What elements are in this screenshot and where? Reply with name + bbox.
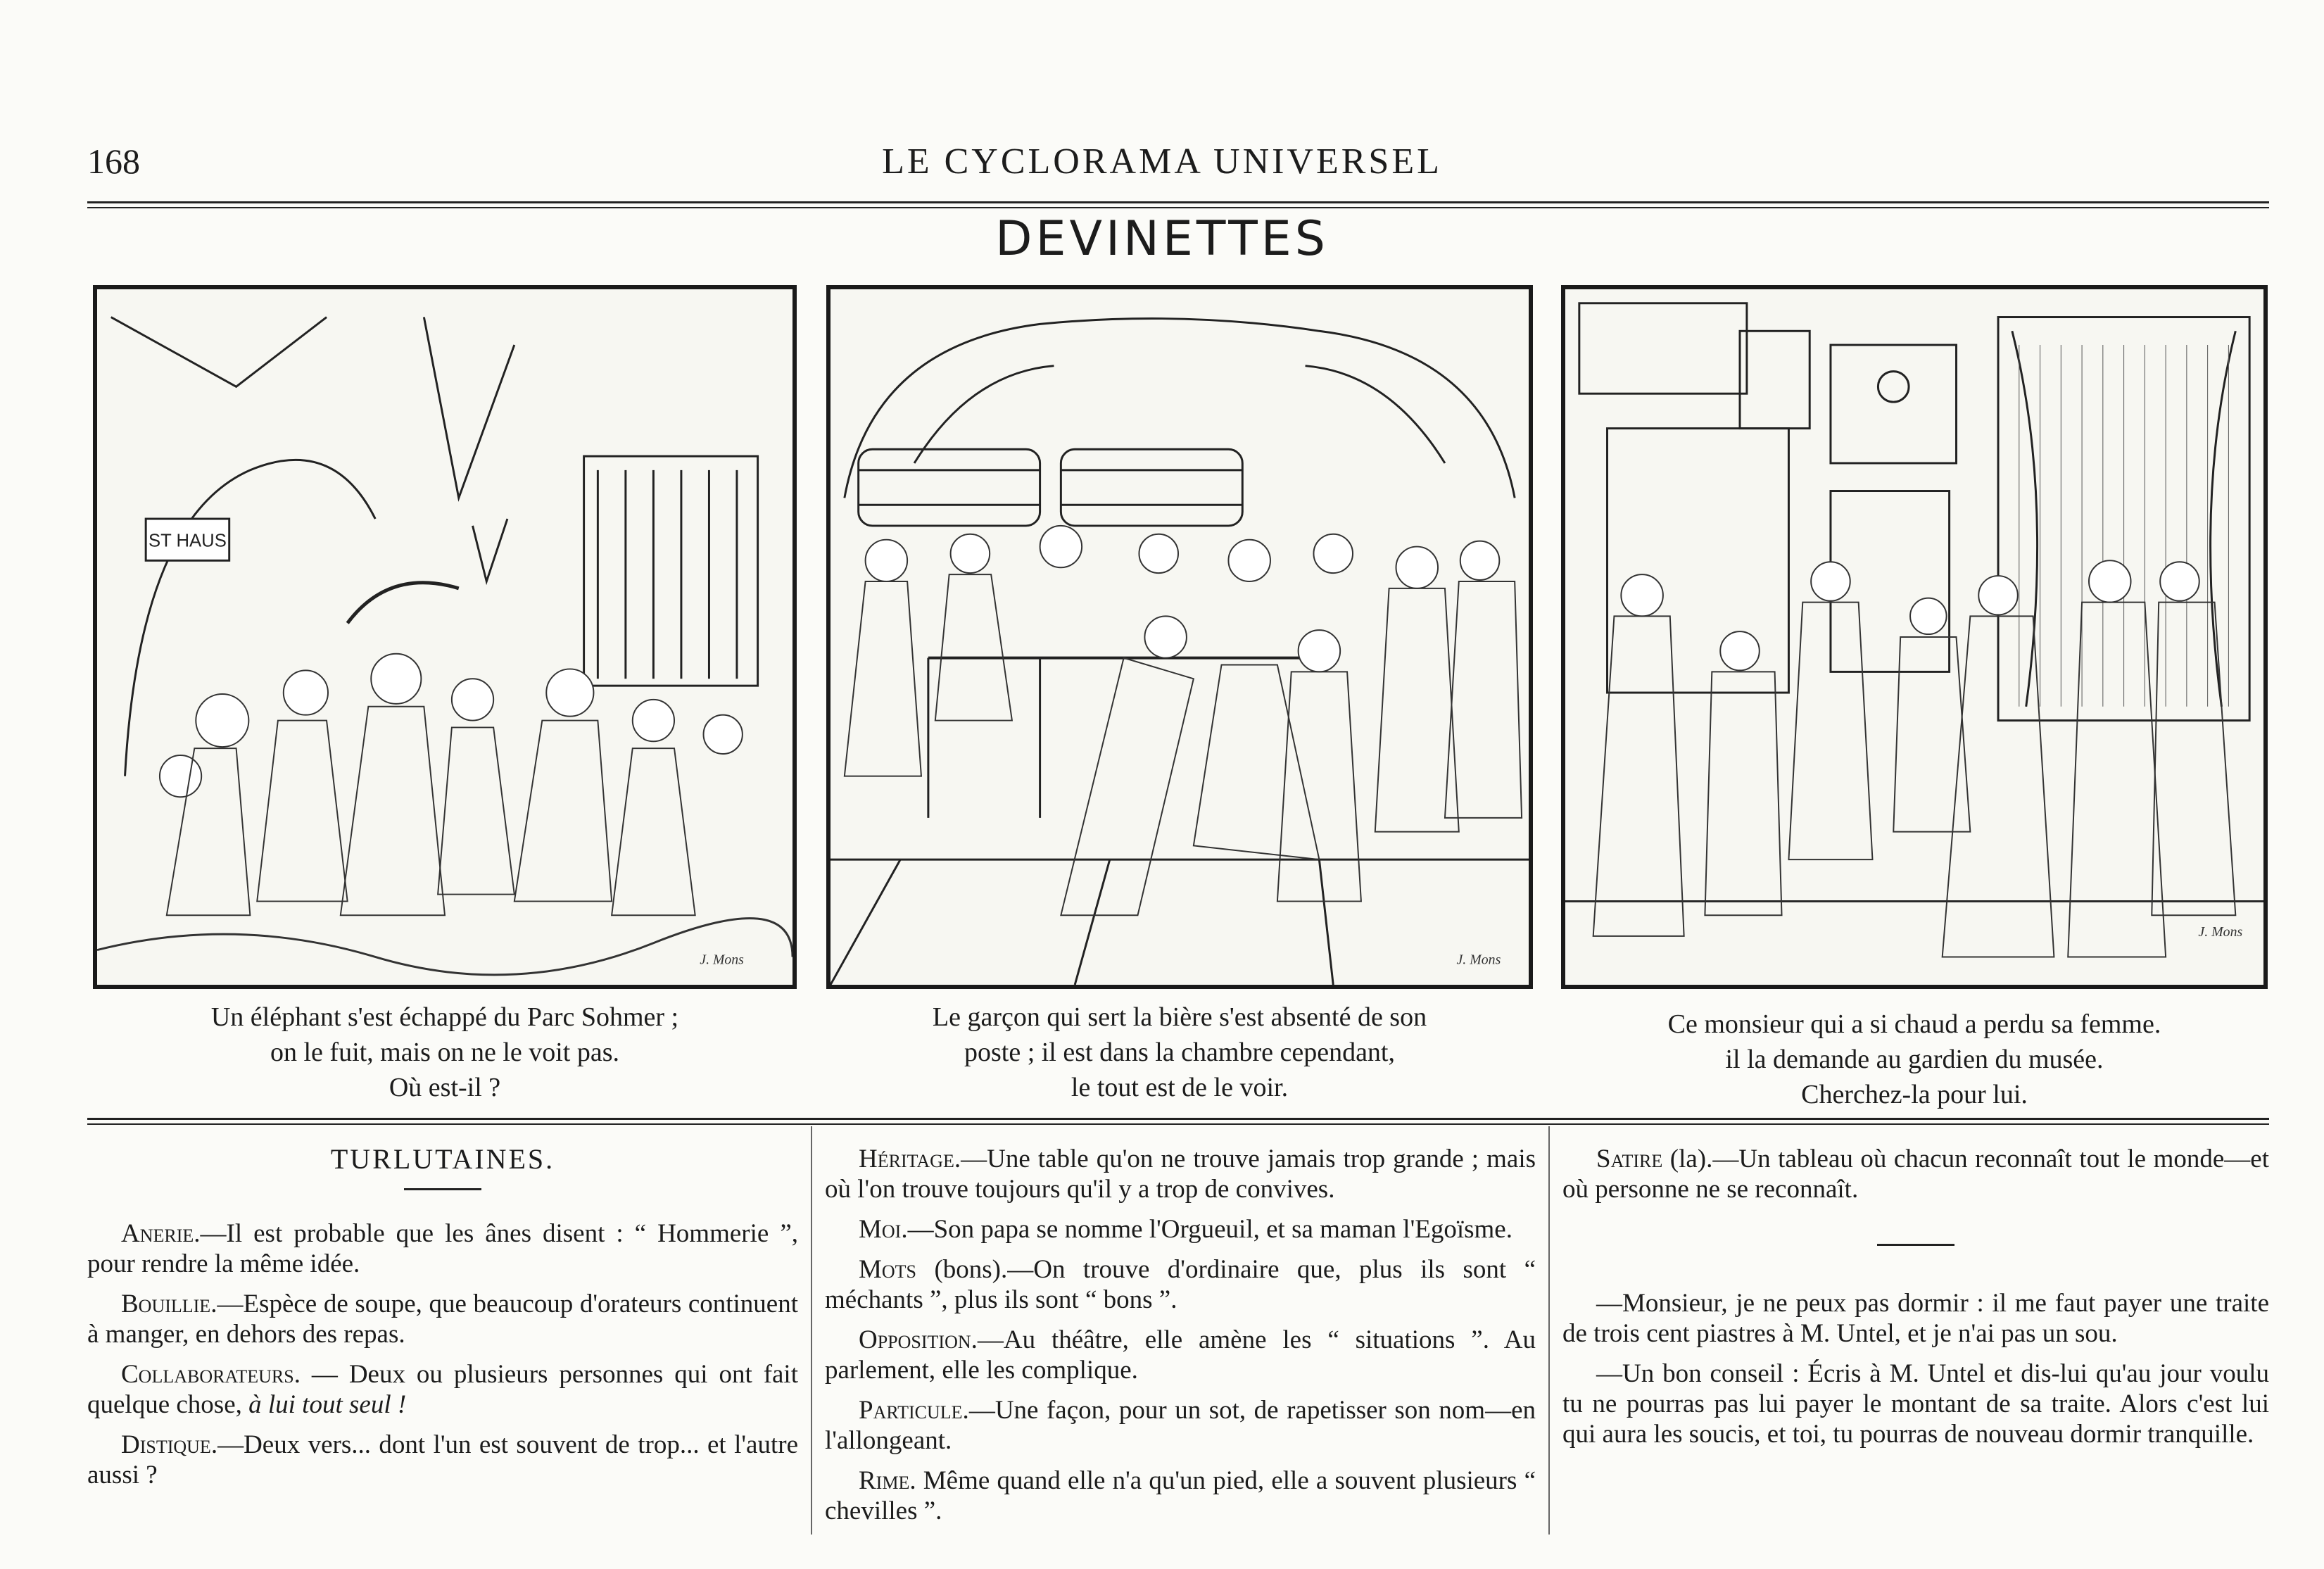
column-right xyxy=(1562,1144,2269,1459)
header-rule xyxy=(87,201,2269,203)
column-divider xyxy=(1548,1126,1550,1535)
journal-title: LE CYCLORAMA UNIVERSEL xyxy=(882,141,1442,182)
entry-satire xyxy=(1562,1144,2269,1204)
entry-term: Moi. xyxy=(859,1215,908,1244)
section-title: DEVINETTES xyxy=(995,211,1329,267)
title-rule xyxy=(404,1188,481,1190)
header-rule-thin xyxy=(87,207,2269,208)
entry-text: —Deux vers... dont l'un est souvent de trop... et l'autre aussi ? xyxy=(87,1430,798,1489)
entry-bouillie xyxy=(87,1289,798,1349)
illustration-elephant xyxy=(93,285,797,989)
entry-term: Héritage. xyxy=(859,1145,961,1173)
entry-term: Collaborateurs. xyxy=(121,1360,301,1389)
entry-term: Anerie. xyxy=(121,1219,201,1248)
entry-anerie xyxy=(87,1218,798,1279)
entry-collaborateurs xyxy=(87,1359,798,1420)
entry-term: Satire xyxy=(1596,1145,1663,1173)
illustration-museum xyxy=(1561,285,2268,989)
entry-term: Mots xyxy=(859,1255,917,1284)
caption-line: Où est-il ? xyxy=(389,1073,501,1102)
dialogue-line: —Monsieur, je ne peux pas dormir : il me faut payer une traite de trois cent piastres à M. Untel, et je n'ai pas un sou. xyxy=(1562,1289,2269,1348)
caption-line: Cherchez-la pour lui. xyxy=(1801,1080,2028,1109)
entry-text: —Au théâtre, elle amène les “ situations ”. Au parlement, elle les complique. xyxy=(825,1325,1536,1385)
entry-emphasis: à lui tout seul ! xyxy=(248,1390,407,1419)
page-number: 168 xyxy=(87,141,140,181)
entry-text: — Deux ou plusieurs personnes qui ont fait quelque chose, xyxy=(87,1360,798,1419)
illustration-museum-drawing xyxy=(1565,289,2263,985)
artist-signature: J. Mons xyxy=(1456,952,1501,968)
caption-line: il la demande au gardien du musée. xyxy=(1725,1045,2104,1074)
entry-text: Même quand elle n'a qu'un pied, elle a souvent plusieurs “ chevilles ”. xyxy=(825,1466,1536,1525)
caption-museum xyxy=(1561,1007,2268,1112)
entry-text: —Il est probable que les ânes disent : “ Hommerie ”, pour rendre la même idée. xyxy=(87,1219,798,1278)
illustration-elephant-drawing xyxy=(97,289,792,985)
entry-opposition xyxy=(825,1325,1536,1385)
entry-term: Particule. xyxy=(859,1396,969,1425)
caption-line: le tout est de le voir. xyxy=(1071,1073,1289,1102)
entry-text: (la).—Un tableau où chacun reconnaît tout le monde—et où personne ne se reconnaît. xyxy=(1562,1145,2269,1204)
section-rule-thin xyxy=(87,1123,2269,1125)
dialogue-line: —Un bon conseil : Écris à M. Untel et dis-lui qu'au jour voulu tu ne pourras pas lui payer le montant de sa traite. Alors c'est lui qui aura les soucis, et toi, tu pourras de nouveau dormir tranquille. xyxy=(1562,1359,2269,1449)
entry-text: —Une table qu'on ne trouve jamais trop grande ; mais où l'on trouve toujours qu'il y a trop de convives. xyxy=(825,1145,1536,1204)
caption-line: poste ; il est dans la chambre cependant, xyxy=(964,1038,1395,1067)
entry-mots xyxy=(825,1254,1536,1315)
column-middle xyxy=(825,1144,1536,1536)
entry-text: —Son papa se nomme l'Orgueuil, et sa maman l'Egoïsme. xyxy=(907,1215,1513,1244)
caption-elephant xyxy=(93,1000,797,1105)
caption-line: Ce monsieur qui a si chaud a perdu sa femme. xyxy=(1667,1009,2161,1039)
column-divider xyxy=(811,1126,812,1535)
caption-beer-server xyxy=(826,1000,1533,1105)
entry-term: Distique. xyxy=(121,1430,218,1459)
caption-line: on le fuit, mais on ne le voit pas. xyxy=(270,1038,620,1067)
entry-particule xyxy=(825,1395,1536,1456)
illustration-beer-server xyxy=(826,285,1533,989)
entry-moi xyxy=(825,1214,1536,1245)
illustration-beer-server-drawing xyxy=(831,289,1529,985)
entry-text: —Une façon, pour un sot, de rapetisser son nom—en l'allongeant. xyxy=(825,1396,1536,1455)
entry-heritage xyxy=(825,1144,1536,1204)
entry-distique xyxy=(87,1430,798,1490)
entry-text: —Espèce de soupe, que beaucoup d'orateurs continuent à manger, en dehors des repas. xyxy=(87,1290,798,1349)
artist-signature: J. Mons xyxy=(700,952,744,968)
section-rule xyxy=(87,1118,2269,1120)
caption-line: Un éléphant s'est échappé du Parc Sohmer ; xyxy=(210,1002,679,1032)
column-title: TURLUTAINES. xyxy=(330,1143,555,1175)
entry-term: Opposition. xyxy=(859,1325,978,1354)
separator-rule xyxy=(1877,1244,1954,1246)
shop-sign-text: ST HAUS xyxy=(149,531,227,551)
entry-rime xyxy=(825,1466,1536,1526)
artist-signature: J. Mons xyxy=(2198,924,2243,940)
caption-line: Le garçon qui sert la bière s'est absenté de son xyxy=(932,1002,1427,1032)
column-left xyxy=(87,1144,798,1500)
entry-text: (bons).—On trouve d'ordinaire que, plus ils sont “ méchants ”, plus ils sont “ bons ”. xyxy=(825,1255,1536,1314)
entry-term: Bouillie. xyxy=(121,1290,217,1318)
entry-term: Rime. xyxy=(859,1466,916,1495)
